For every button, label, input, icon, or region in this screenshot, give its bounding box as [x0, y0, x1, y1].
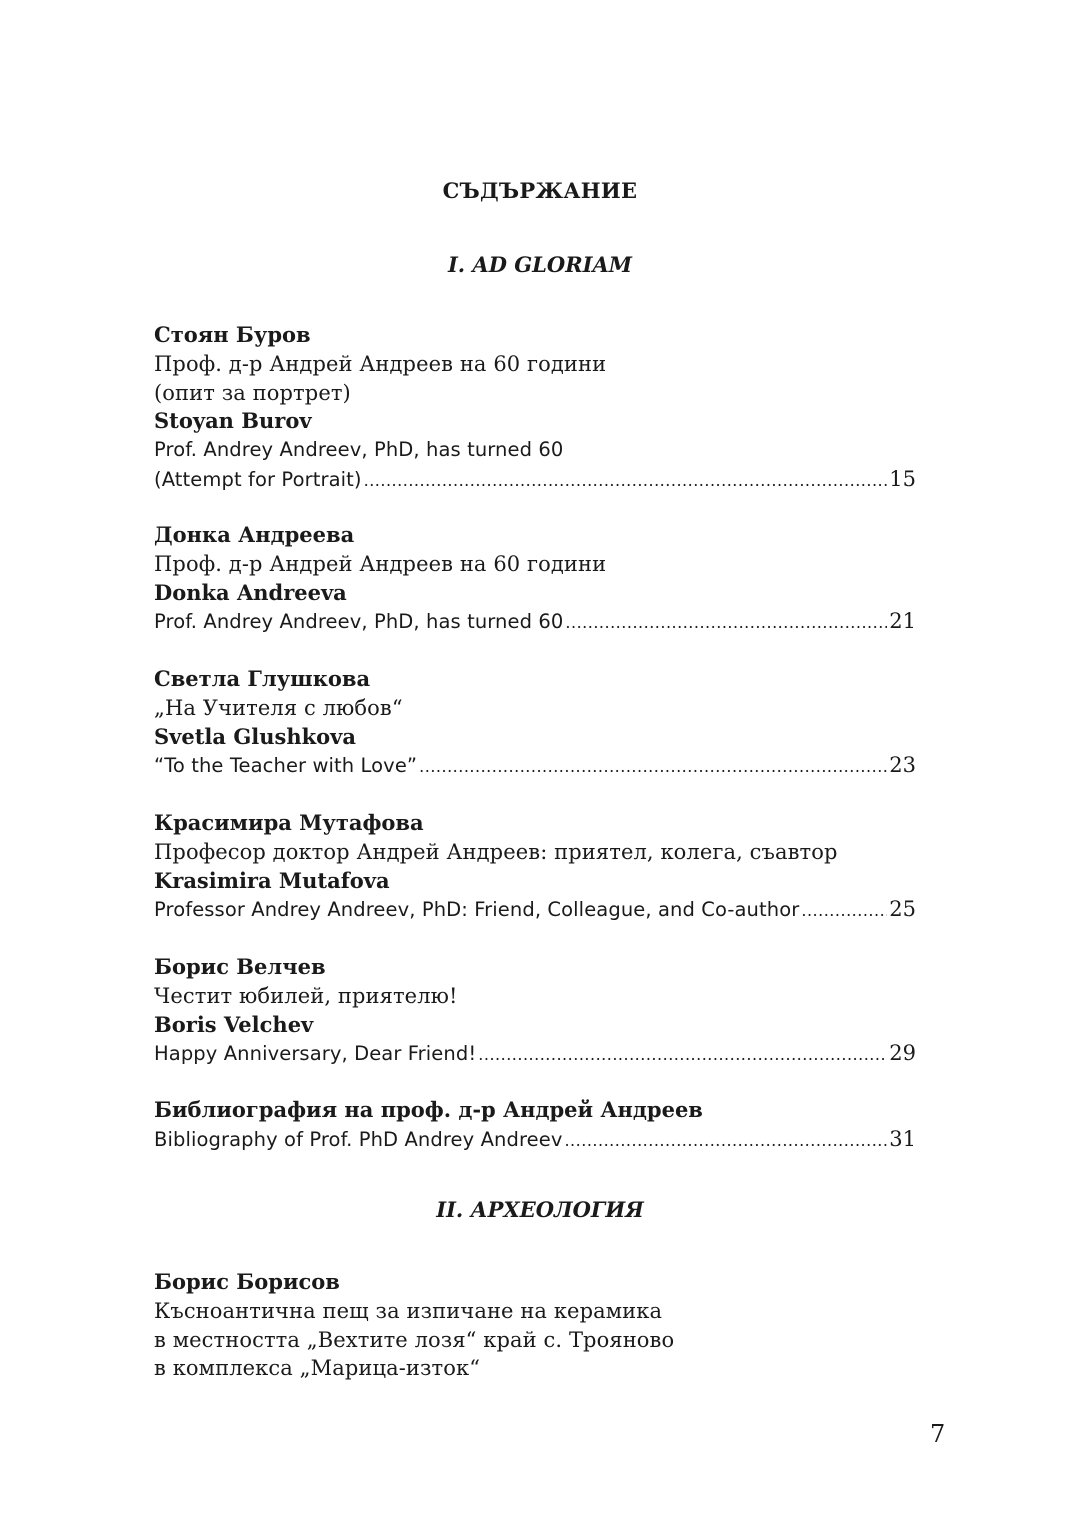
dot-leader: [478, 1041, 887, 1070]
toc-title: СЪДЪРЖАНИЕ: [442, 178, 638, 203]
entry-title-en: Professor Andrey Andreev, PhD: Friend, Colleague, and Co-author: [154, 898, 800, 922]
dot-leader: [564, 1127, 887, 1156]
toc-leader-line[interactable]: [154, 607, 916, 636]
toc-entry: [154, 953, 916, 1068]
toc-leader-line[interactable]: [154, 895, 916, 924]
section-heading-2: II. АРХЕОЛОГИЯ: [436, 1197, 644, 1222]
entry-page-number: 29: [889, 1041, 916, 1066]
entry-author-en: Donka Andreeva: [154, 579, 347, 605]
entry-page-number: 15: [889, 466, 916, 491]
toc-entry: [154, 1096, 916, 1154]
entry-author-en: Krasimira Mutafova: [154, 867, 390, 893]
toc-entry: [154, 665, 916, 780]
entry-author-bg: Борис Велчев: [154, 954, 326, 979]
toc-entry: [154, 321, 916, 494]
entry-author-bg: Стоян Буров: [154, 322, 311, 347]
entry-title-en: Bibliography of Prof. PhD Andrey Andreev: [154, 1127, 563, 1151]
entry-page-number: 25: [889, 897, 916, 922]
entry-title-en: “To the Teacher with Love”: [154, 754, 418, 778]
entry-author-bg: Библиография на проф. д-р Андрей Андреев: [154, 1097, 703, 1122]
entry-title-bg: Проф. д-р Андрей Андреев на 60 години: [154, 351, 607, 376]
entry-title-bg: „На Учителя с любов“: [154, 695, 403, 720]
entry-title-bg: в комплекса „Марица-изток“: [154, 1356, 481, 1381]
entry-title-bg: Професор доктор Андрей Андреев: приятел, колега, съавтор: [154, 839, 838, 864]
page-number: 7: [930, 1420, 946, 1448]
entry-title-en: Happy Anniversary, Dear Friend!: [154, 1042, 477, 1066]
dot-leader: [419, 753, 887, 782]
entry-title-bg: Честит юбилей, приятелю!: [154, 983, 458, 1008]
entry-author-bg: Донка Андреева: [154, 522, 355, 547]
entry-author-bg: Борис Борисов: [154, 1269, 340, 1294]
entry-author-bg: Светла Глушкова: [154, 666, 371, 691]
entry-title-bg: (опит за портрет): [154, 380, 351, 405]
toc-entry: [154, 1268, 916, 1383]
entry-page-number: 21: [889, 609, 916, 634]
toc-leader-line[interactable]: [154, 751, 916, 780]
toc-leader-line[interactable]: [154, 465, 916, 494]
toc-entry: [154, 809, 916, 924]
entry-title-en: Prof. Andrey Andreev, PhD, has turned 60: [154, 438, 564, 462]
section-heading-1: I. AD GLORIAM: [447, 252, 633, 277]
dot-leader: [565, 609, 887, 638]
entry-title-en: (Attempt for Portrait): [154, 467, 362, 491]
entry-page-number: 31: [889, 1126, 916, 1151]
entry-author-en: Svetla Glushkova: [154, 723, 356, 749]
toc-entry: [154, 521, 916, 636]
entry-author-bg: Красимира Мутафова: [154, 810, 424, 835]
entry-title-bg: Късноантична пещ за изпичане на керамика: [154, 1298, 663, 1323]
toc-leader-line[interactable]: [154, 1125, 916, 1154]
entry-author-en: Boris Velchev: [154, 1011, 314, 1037]
entry-title-en: Prof. Andrey Andreev, PhD, has turned 60: [154, 610, 564, 634]
dot-leader: [801, 897, 887, 926]
dot-leader: [364, 467, 888, 496]
toc-leader-line[interactable]: [154, 1039, 916, 1068]
entry-title-bg: в местността „Вехтите лозя“ край с. Трояново: [154, 1327, 675, 1352]
entry-page-number: 23: [889, 753, 916, 778]
entry-title-bg: Проф. д-р Андрей Андреев на 60 години: [154, 551, 607, 576]
entry-author-en: Stoyan Burov: [154, 408, 312, 434]
